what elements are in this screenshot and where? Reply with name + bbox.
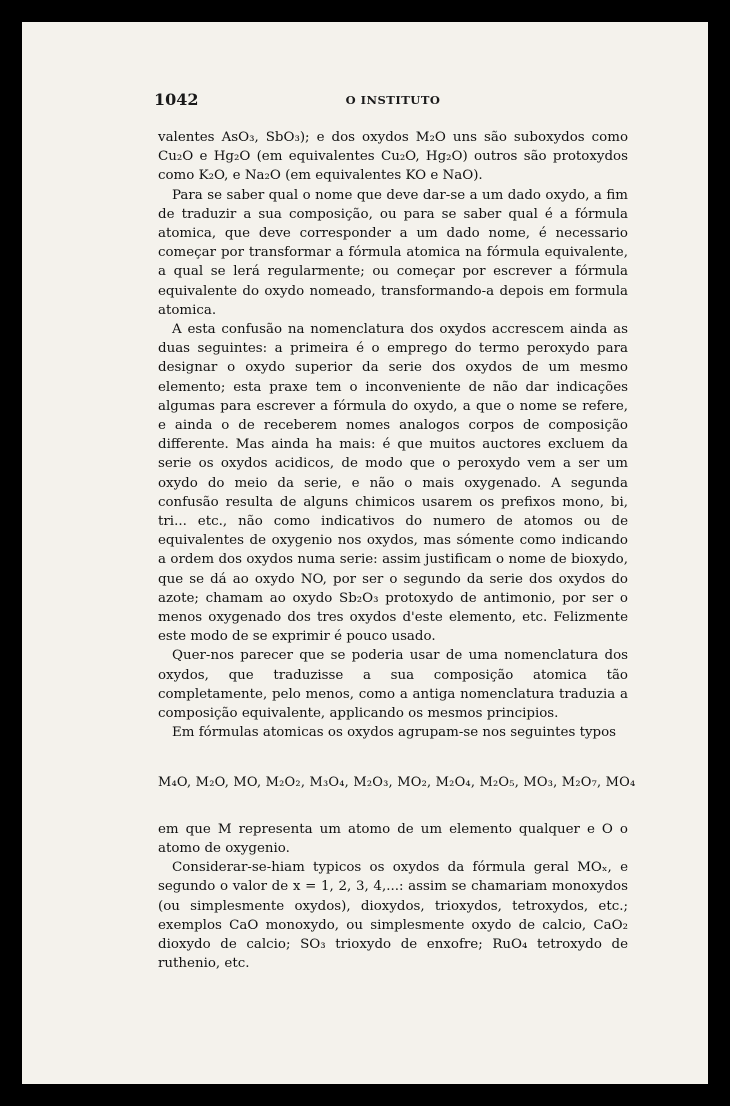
paragraph-1: valentes AsO₃, SbO₃); e dos oxydos M₂O uns são suboxydos como Cu₂O e Hg₂O (em equivalentes Cu₂O, Hg₂O) outros são protoxydos como K₂O, e Na₂O (em equivalentes KO e NaO).: [158, 130, 628, 184]
paragraph-3: A esta confusão na nomenclatura dos oxydos accrescem ainda as duas seguintes: a primeira é o emprego do termo peroxydo para designar o oxydo superior da serie dos oxydos de um mesmo elemento; esta praxe tem o inconveniente de não dar indicações algumas para escrever a fórmula do oxydo, a que o nome se refere, e ainda o de receberem nomes analogos corpos de composição differente. Mas ainda ha mais: é que muitos auctores excluem da serie os oxydos acidicos, de modo que o peroxydo vem a ser um oxydo do meio da serie, e não o mais oxygenado. A segunda confusão resulta de alguns chimicos usarem os prefixos mono, bi, tri... etc., não como indicativos do numero de atomos ou de equivalentes de oxygenio nos oxydos, mas sómente como indicando a ordem dos oxydos numa serie: assim justificam o nome de bioxydo, que se dá ao oxydo NO, por ser o segundo da serie dos oxydos do azote; chamam ao oxydo Sb₂O₃ protoxydo de antimonio, por ser o menos oxygenado dos tres oxydos d'este elemento, etc. Felizmente este modo de se exprimir é pouco usado.: [158, 322, 628, 645]
page-number: 1042: [154, 90, 199, 109]
paragraph-5: Em fórmulas atomicas os oxydos agrupam-se nos seguintes typos: [172, 725, 617, 741]
oxide-type-formulas: M₄O, M₂O, MO, M₂O₂, M₃O₄, M₂O₃, MO₂, M₂O₄, M₂O₅, MO₃, M₂O₇, MO₄: [158, 774, 636, 790]
paragraph-7: Considerar-se-hiam typicos os oxydos da fórmula geral MOₓ, e segundo o valor de x = 1, 2, 3, 4,...: assim se chamariam monoxydos (ou simplesmente oxydos), dioxydos, trioxydos, tetroxydos, etc.; exemplos CaO monoxydo, ou simplesmente oxydo de calcio, CaO₂ dioxydo de calcio; SO₃ trioxydo de enxofre; RuO₄ tetroxydo de ruthenio, etc.: [158, 860, 628, 972]
body-text: [158, 128, 636, 973]
paragraph-4: Quer-nos parecer que se poderia usar de uma nomenclatura dos oxydos, que traduzisse a sua composição atomica tão completamente, pelo menos, como a antiga nomenclatura traduzia a composição equivalente, applicando os mesmos principios.: [158, 648, 628, 722]
page-header: [154, 90, 632, 110]
running-title: O INSTITUTO: [345, 93, 441, 107]
book-page: [22, 22, 708, 1084]
paragraph-6: em que M representa um atomo de um elemento qualquer e O o atomo de oxygenio.: [158, 821, 628, 856]
paragraph-2: Para se saber qual o nome que deve dar-se a um dado oxydo, a fim de traduzir a sua composição, ou para se saber qual é a fórmula atomica, que deve corresponder a um dado nome, é necessario começar por transformar a fórmula atomica na fórmula equivalente, a qual se lerá regularmente; ou começar por escrever a fórmula equivalente do oxydo nomeado, transformando-a depois em formula atomica.: [158, 187, 628, 318]
